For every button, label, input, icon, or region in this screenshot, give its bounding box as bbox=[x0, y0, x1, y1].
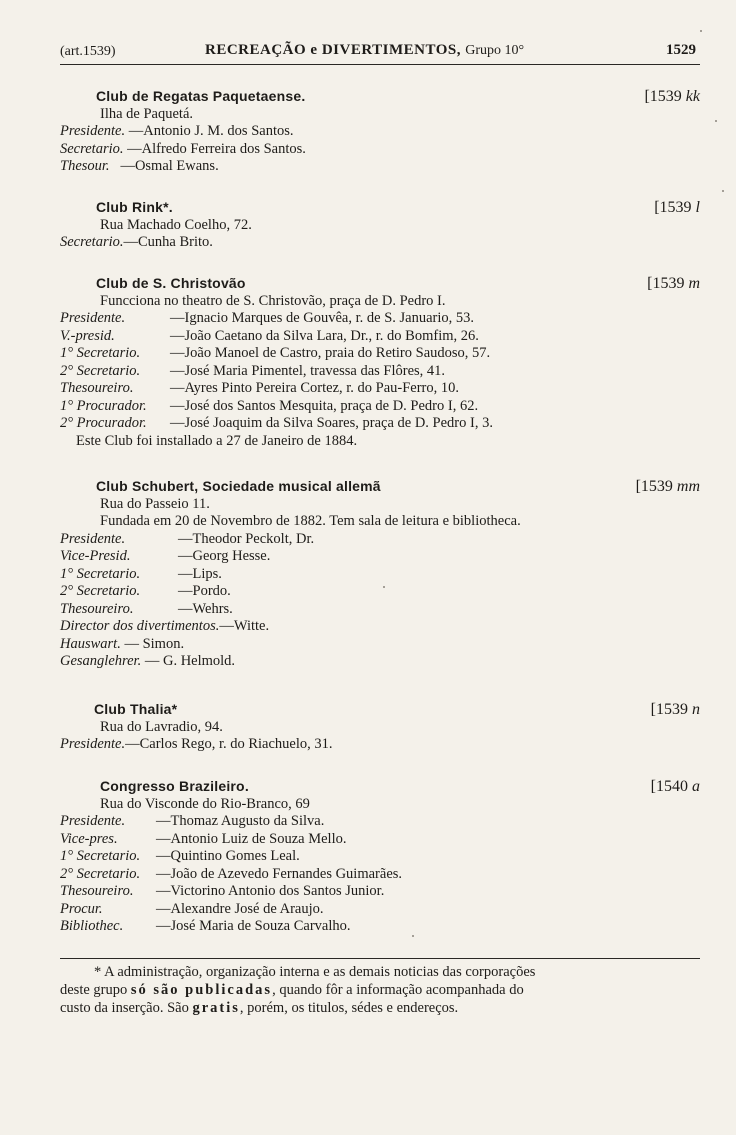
footnote-line: deste grupo só são publicadas, quando fôr a informação acompanhada do bbox=[60, 982, 524, 998]
page-header bbox=[60, 42, 700, 65]
entry-title: Congresso Brazileiro. bbox=[100, 778, 249, 794]
entry-officer: Presidente. —Antonio J. M. dos Santos. bbox=[60, 123, 294, 139]
entry-officer: Secretario.—Cunha Brito. bbox=[60, 234, 213, 250]
entry-title: Club de Regatas Paquetaense. bbox=[96, 88, 306, 104]
entry-address: Rua do Lavradio, 94. bbox=[100, 718, 223, 735]
entry-officer: 2° Secretario. —Pordo. bbox=[60, 583, 231, 599]
entry-ref: [1539 kk bbox=[644, 88, 700, 105]
entry-address: Funcciona no theatro de S. Christovão, praça de D. Pedro I. bbox=[100, 292, 446, 309]
entry-club-schubert bbox=[60, 478, 700, 671]
entry-congresso-brazileiro bbox=[60, 778, 700, 936]
entry-ref: [1539 mm bbox=[635, 478, 700, 495]
entry-officer: Gesanglehrer. — G. Helmold. bbox=[60, 653, 236, 669]
group-label: Grupo 10° bbox=[465, 43, 525, 58]
entry-officer: Thesoureiro. —Victorino Antonio dos Santos Junior. bbox=[60, 883, 385, 899]
entry-officer: 1° Secretario. —Lips. bbox=[60, 565, 222, 582]
footnote-rule bbox=[60, 958, 700, 959]
entry-officer: Thesoureiro. —Wehrs. bbox=[60, 600, 233, 617]
footnote bbox=[60, 963, 700, 1017]
entry-officer: V.-presid. —João Caetano da Silva Lara, Dr., r. do Bomfim, 26. bbox=[60, 327, 479, 344]
entry-officer: 2° Secretario. —José Maria Pimentel, travessa das Flôres, 41. bbox=[60, 362, 446, 379]
entry-officer: 1° Procurador. —José dos Santos Mesquita, praça de D. Pedro I, 62. bbox=[60, 397, 479, 414]
entry-officer: 1° Secretario. —João Manoel de Castro, praia do Retiro Saudoso, 57. bbox=[60, 345, 491, 361]
entry-club-regatas-paquetaense bbox=[60, 88, 700, 176]
entry-title: Club de S. Christovão bbox=[96, 275, 246, 291]
entry-officer: Vice-Presid. —Georg Hesse. bbox=[60, 548, 271, 564]
footnote-line: custo da inserção. São gratis, porém, os titulos, sédes e endereços. bbox=[60, 1000, 459, 1016]
entry-officer: Presidente. —Thomaz Augusto da Silva. bbox=[60, 813, 325, 829]
entry-note: Fundada em 20 de Novembro de 1882. Tem sala de leitura e bibliotheca. bbox=[100, 513, 521, 529]
entry-club-s-christovao bbox=[60, 275, 700, 450]
footnote-line: * A administração, organização interna e as demais noticias das corporações bbox=[94, 964, 536, 980]
entry-address: Ilha de Paquetá. bbox=[100, 105, 194, 122]
paper-speck bbox=[412, 935, 414, 937]
entry-officer: 1° Secretario. —Quintino Gomes Leal. bbox=[60, 848, 300, 864]
entry-address: Rua do Visconde do Rio-Branco, 69 bbox=[100, 795, 310, 812]
entry-officer: Bibliothec. —José Maria de Souza Carvalho. bbox=[60, 918, 351, 934]
entry-officer: Thesoureiro. —Ayres Pinto Pereira Cortez, r. do Pau-Ferro, 10. bbox=[60, 380, 460, 396]
entry-address: Rua Machado Coelho, 72. bbox=[100, 216, 252, 233]
entry-club-rink bbox=[60, 199, 700, 252]
entry-officer: Presidente. —Theodor Peckolt, Dr. bbox=[60, 530, 315, 547]
entry-officer: Thesour. —Osmal Ewans. bbox=[60, 158, 219, 174]
entry-address: Rua do Passeio 11. bbox=[100, 495, 210, 512]
entry-note: Este Club foi installado a 27 de Janeiro de 1884. bbox=[76, 432, 358, 449]
entry-club-thalia bbox=[60, 701, 700, 754]
entry-officer: Presidente.—Carlos Rego, r. do Riachuelo, 31. bbox=[60, 736, 333, 752]
entry-title: Club Schubert, Sociedade musical allemã bbox=[96, 478, 381, 494]
page-number: 1529 bbox=[666, 42, 696, 58]
entry-ref: [1539 m bbox=[647, 275, 700, 292]
entry-officer: Hauswart. — Simon. bbox=[60, 635, 185, 652]
entry-officer: 2° Secretario. —João de Azevedo Fernandes Guimarães. bbox=[60, 865, 403, 882]
entry-officer: Director dos divertimentos.—Witte. bbox=[60, 618, 270, 634]
entry-title: Club Rink*. bbox=[96, 199, 173, 215]
article-range: (art.1539) bbox=[60, 44, 116, 59]
entry-officer: Procur. —Alexandre José de Araujo. bbox=[60, 900, 324, 917]
entry-officer: Vice-pres. —Antonio Luiz de Souza Mello. bbox=[60, 830, 347, 847]
paper-speck bbox=[700, 30, 702, 32]
entry-ref: [1540 a bbox=[650, 778, 700, 795]
paper-speck bbox=[722, 190, 724, 192]
paper-speck bbox=[383, 586, 385, 588]
paper-speck bbox=[715, 120, 717, 122]
section-title: RECREAÇÃO e DIVERTIMENTOS, Grupo 10° bbox=[205, 42, 525, 58]
entry-officer: Secretario. —Alfredo Ferreira dos Santos. bbox=[60, 140, 306, 157]
entry-ref: [1539 l bbox=[654, 199, 700, 216]
entry-officer: Presidente. —Ignacio Marques de Gouvêa, r. de S. Januario, 53. bbox=[60, 310, 475, 326]
entry-officer: 2° Procurador. —José Joaquim da Silva Soares, praça de D. Pedro I, 3. bbox=[60, 415, 493, 431]
entry-title: Club Thalia* bbox=[94, 701, 178, 717]
entry-ref: [1539 n bbox=[650, 701, 700, 718]
